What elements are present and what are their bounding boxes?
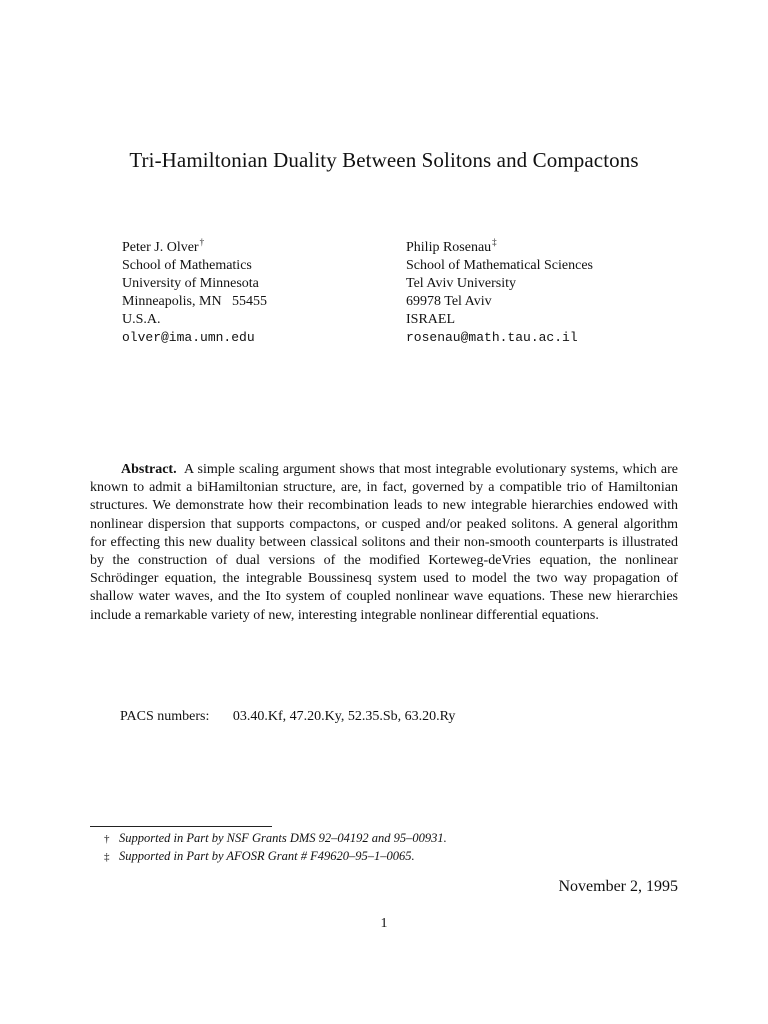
abstract-label: Abstract.: [121, 462, 177, 477]
double-dagger-mark: ‡: [492, 237, 497, 247]
author-email[interactable]: rosenau@math.tau.ac.il: [406, 330, 578, 345]
affiliation-line: School of Mathematical Sciences: [406, 258, 593, 273]
footnote: † Supported in Part by NSF Grants DMS 92–04192 and 95–00931.: [104, 830, 447, 848]
author-block-olver: [122, 233, 267, 347]
pacs-label: PACS numbers:: [120, 709, 210, 724]
author-email[interactable]: olver@ima.umn.edu: [122, 330, 255, 345]
pacs-values: 03.40.Kf, 47.20.Ky, 52.35.Sb, 63.20.Ry: [232, 709, 456, 724]
affiliation-line: School of Mathematics: [122, 258, 252, 273]
pacs-numbers: [120, 709, 455, 725]
affiliation-line: Minneapolis, MN 55455: [122, 294, 268, 309]
footnote: ‡ Supported in Part by AFOSR Grant # F49620–95–1–0065.: [104, 848, 447, 866]
affiliation-line: Tel Aviv University: [406, 276, 516, 291]
abstract: [90, 461, 678, 625]
affiliation-line: ISRAEL: [406, 312, 455, 327]
affiliation-line: U.S.A.: [122, 312, 161, 327]
dagger-mark: †: [199, 237, 205, 247]
page-number: 1: [380, 916, 388, 931]
author-name: Philip Rosenau‡: [406, 237, 497, 255]
footnote-mark: †: [104, 833, 110, 845]
abstract-text: A simple scaling argument shows that most integrable evolutionary systems, which are known to admit a biHamiltonian structure, are, in fact, governed by a compatible trio of Hamiltonian structures. We demonstrate how their recombination leads to new integrable hierarchies endowed with nonlinear dispersion that supports compactons, or cusped and/or peaked solitons. A general algorithm for effecting this new duality between classical solitons and their non-smooth counterparts is illustrated by the construction of dual versions of the modified Korteweg-deVries equation, the nonlinear Schrödinger equation, the integrable Boussinesq system used to model the two way propagation of shallow water waves, and the Ito system of coupled nonlinear wave equations. These new hierarchies include a remarkable variety of new, interesting integrable nonlinear differential equations.: [90, 462, 678, 623]
author-block-rosenau: [406, 233, 593, 347]
footnotes: [104, 830, 447, 866]
affiliation-line: University of Minnesota: [122, 276, 259, 291]
paper-date: November 2, 1995: [558, 878, 678, 895]
footnote-divider: [90, 826, 272, 827]
author-name: Peter J. Olver†: [122, 237, 205, 255]
footnote-mark: ‡: [104, 851, 110, 863]
paper-title: Tri-Hamiltonian Duality Between Solitons and Compactons: [129, 148, 639, 172]
affiliation-line: 69978 Tel Aviv: [406, 294, 492, 309]
